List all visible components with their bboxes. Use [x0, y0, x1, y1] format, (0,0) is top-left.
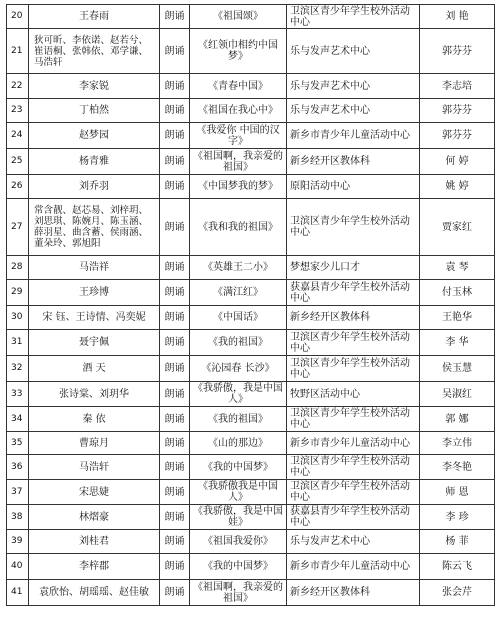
table-row — [7, 149, 495, 175]
teacher: 杨 菲 — [420, 530, 495, 554]
teacher: 王艳华 — [420, 306, 495, 330]
row-number: 22 — [7, 74, 29, 99]
category: 朗诵 — [160, 554, 190, 580]
category: 朗诵 — [160, 99, 190, 123]
row-number: 31 — [7, 330, 29, 356]
participant-names: 李梓郡 — [29, 554, 160, 580]
work-title: 《青春中国》 — [190, 74, 287, 99]
table-row — [7, 455, 495, 480]
teacher: 吴淑红 — [420, 382, 495, 407]
participant-names: 袁欣怡、胡瑶瑶、赵佳敏 — [29, 580, 160, 606]
row-number: 24 — [7, 123, 29, 149]
table-row — [7, 382, 495, 407]
category: 朗诵 — [160, 580, 190, 606]
organization: 新乡经开区教体科 — [287, 306, 420, 330]
category: 朗诵 — [160, 432, 190, 455]
participant-names: 马浩轩 — [29, 455, 160, 480]
participant-names: 林熠豪 — [29, 505, 160, 530]
work-title: 《中国梦我的梦》 — [190, 175, 287, 199]
work-title: 《红领巾相约中国梦》 — [190, 29, 287, 74]
organization: 卫滨区青少年学生校外活动中心 — [287, 356, 420, 382]
category: 朗诵 — [160, 356, 190, 382]
organization: 卫滨区青少年学生校外活动中心 — [287, 480, 420, 505]
organization: 新乡市青少年儿童活动中心 — [287, 554, 420, 580]
work-title: 《我骄傲，我是中国娃》 — [190, 505, 287, 530]
teacher: 郭芬芬 — [420, 123, 495, 149]
work-title: 《我的中国梦》 — [190, 554, 287, 580]
participant-names: 曹琼月 — [29, 432, 160, 455]
category: 朗诵 — [160, 175, 190, 199]
category: 朗诵 — [160, 530, 190, 554]
teacher: 付玉林 — [420, 280, 495, 306]
category: 朗诵 — [160, 407, 190, 432]
work-title: 《我和我的祖国》 — [190, 199, 287, 256]
teacher: 郭芬芬 — [420, 99, 495, 123]
row-number: 33 — [7, 382, 29, 407]
row-number: 25 — [7, 149, 29, 175]
work-title: 《英雄王二小》 — [190, 256, 287, 280]
category: 朗诵 — [160, 455, 190, 480]
work-title: 《祖国啊，我亲爱的祖国》 — [190, 149, 287, 175]
row-number: 30 — [7, 306, 29, 330]
teacher: 陈云飞 — [420, 554, 495, 580]
participant-names: 宋 钰、王诗情、冯奕妮 — [29, 306, 160, 330]
table-row — [7, 175, 495, 199]
work-title: 《我骄傲，我是中国人》 — [190, 382, 287, 407]
table-row — [7, 580, 495, 606]
participant-names: 张诗棠、刘玥华 — [29, 382, 160, 407]
category: 朗诵 — [160, 29, 190, 74]
table-row — [7, 306, 495, 330]
row-number: 37 — [7, 480, 29, 505]
row-number: 27 — [7, 199, 29, 256]
table-row — [7, 407, 495, 432]
table-row — [7, 330, 495, 356]
category: 朗诵 — [160, 149, 190, 175]
teacher: 师 恩 — [420, 480, 495, 505]
teacher: 李冬艳 — [420, 455, 495, 480]
category: 朗诵 — [160, 123, 190, 149]
organization: 原阳活动中心 — [287, 175, 420, 199]
teacher: 袁 琴 — [420, 256, 495, 280]
work-title: 《我爱你 中国的汉字》 — [190, 123, 287, 149]
results-table-sheet — [6, 4, 494, 630]
category: 朗诵 — [160, 505, 190, 530]
teacher: 贾家红 — [420, 199, 495, 256]
teacher: 郭 娜 — [420, 407, 495, 432]
teacher: 李立伟 — [420, 432, 495, 455]
participant-names: 刘乔羽 — [29, 175, 160, 199]
participant-names: 宋思婕 — [29, 480, 160, 505]
row-number: 29 — [7, 280, 29, 306]
teacher: 侯玉慧 — [420, 356, 495, 382]
organization: 乐与发声艺术中心 — [287, 530, 420, 554]
table-row — [7, 280, 495, 306]
table-row — [7, 74, 495, 99]
table-row — [7, 554, 495, 580]
category: 朗诵 — [160, 280, 190, 306]
teacher: 李 华 — [420, 330, 495, 356]
category: 朗诵 — [160, 330, 190, 356]
category: 朗诵 — [160, 5, 190, 29]
organization: 卫滨区青少年学生校外活动中心 — [287, 407, 420, 432]
table-row — [7, 199, 495, 256]
participant-names: 赵梦园 — [29, 123, 160, 149]
table-row — [7, 356, 495, 382]
table-row — [7, 480, 495, 505]
work-title: 《祖国在我心中》 — [190, 99, 287, 123]
organization: 乐与发声艺术中心 — [287, 74, 420, 99]
work-title: 《我的祖国》 — [190, 407, 287, 432]
organization: 新乡市青少年儿童活动中心 — [287, 432, 420, 455]
organization: 新乡经开区教体科 — [287, 149, 420, 175]
row-number: 36 — [7, 455, 29, 480]
participant-names: 常含靓、赵芯易、刘梓玥、刘思琪、陈婉月、陈玉涵、薛羽星、曲含蓄、侯雨涵、董朵玲、郭旭阳 — [29, 199, 160, 256]
work-title: 《山的那边》 — [190, 432, 287, 455]
row-number: 28 — [7, 256, 29, 280]
organization: 乐与发声艺术中心 — [287, 99, 420, 123]
row-number: 26 — [7, 175, 29, 199]
category: 朗诵 — [160, 199, 190, 256]
row-number: 20 — [7, 5, 29, 29]
participant-names: 刘桂君 — [29, 530, 160, 554]
table-row — [7, 256, 495, 280]
participant-names: 狄可昕、李依诺、赵若兮、崔语桐、张韩依、邓学谦、马浩轩 — [29, 29, 160, 74]
organization: 乐与发声艺术中心 — [287, 29, 420, 74]
organization: 卫滨区青少年学生校外活动中心 — [287, 199, 420, 256]
participant-names: 秦 依 — [29, 407, 160, 432]
participant-names: 马浩祥 — [29, 256, 160, 280]
category: 朗诵 — [160, 256, 190, 280]
organization: 获嘉县青少年学生校外活动中心 — [287, 280, 420, 306]
row-number: 38 — [7, 505, 29, 530]
table-row — [7, 29, 495, 74]
table-row — [7, 432, 495, 455]
table-row — [7, 530, 495, 554]
teacher: 李志培 — [420, 74, 495, 99]
row-number: 32 — [7, 356, 29, 382]
work-title: 《满江红》 — [190, 280, 287, 306]
table-row — [7, 5, 495, 29]
teacher: 李 珍 — [420, 505, 495, 530]
work-title: 《祖国啊，我亲爱的祖国》 — [190, 580, 287, 606]
organization: 卫滨区青少年学生校外活动中心 — [287, 5, 420, 29]
organization: 获嘉县青少年学生校外活动中心 — [287, 505, 420, 530]
participant-names: 李家锐 — [29, 74, 160, 99]
organization: 牧野区活动中心 — [287, 382, 420, 407]
row-number: 40 — [7, 554, 29, 580]
participant-names: 王珍博 — [29, 280, 160, 306]
work-title: 《我骄傲我是中国人》 — [190, 480, 287, 505]
organization: 梦想家少儿口才 — [287, 256, 420, 280]
organization: 新乡经开区教体科 — [287, 580, 420, 606]
participant-names: 王春雨 — [29, 5, 160, 29]
category: 朗诵 — [160, 480, 190, 505]
work-title: 《祖国我爱你》 — [190, 530, 287, 554]
row-number: 21 — [7, 29, 29, 74]
teacher: 刘 艳 — [420, 5, 495, 29]
table-row — [7, 99, 495, 123]
teacher: 郭芬芬 — [420, 29, 495, 74]
organization: 卫滨区青少年学生校外活动中心 — [287, 330, 420, 356]
table-row — [7, 505, 495, 530]
table-row — [7, 123, 495, 149]
organization: 新乡市青少年儿童活动中心 — [287, 123, 420, 149]
row-number: 41 — [7, 580, 29, 606]
organization: 卫滨区青少年学生校外活动中心 — [287, 455, 420, 480]
results-table — [6, 4, 495, 606]
work-title: 《沁园春 长沙》 — [190, 356, 287, 382]
participant-names: 丁柏然 — [29, 99, 160, 123]
work-title: 《祖国颂》 — [190, 5, 287, 29]
category: 朗诵 — [160, 74, 190, 99]
participant-names: 酒 天 — [29, 356, 160, 382]
row-number: 35 — [7, 432, 29, 455]
row-number: 23 — [7, 99, 29, 123]
participant-names: 杨青雅 — [29, 149, 160, 175]
teacher: 姚 婷 — [420, 175, 495, 199]
work-title: 《我的祖国》 — [190, 330, 287, 356]
category: 朗诵 — [160, 306, 190, 330]
category: 朗诵 — [160, 382, 190, 407]
participant-names: 聂宇佩 — [29, 330, 160, 356]
teacher: 张会芹 — [420, 580, 495, 606]
work-title: 《我的中国梦》 — [190, 455, 287, 480]
work-title: 《中国话》 — [190, 306, 287, 330]
row-number: 39 — [7, 530, 29, 554]
teacher: 何 婷 — [420, 149, 495, 175]
row-number: 34 — [7, 407, 29, 432]
